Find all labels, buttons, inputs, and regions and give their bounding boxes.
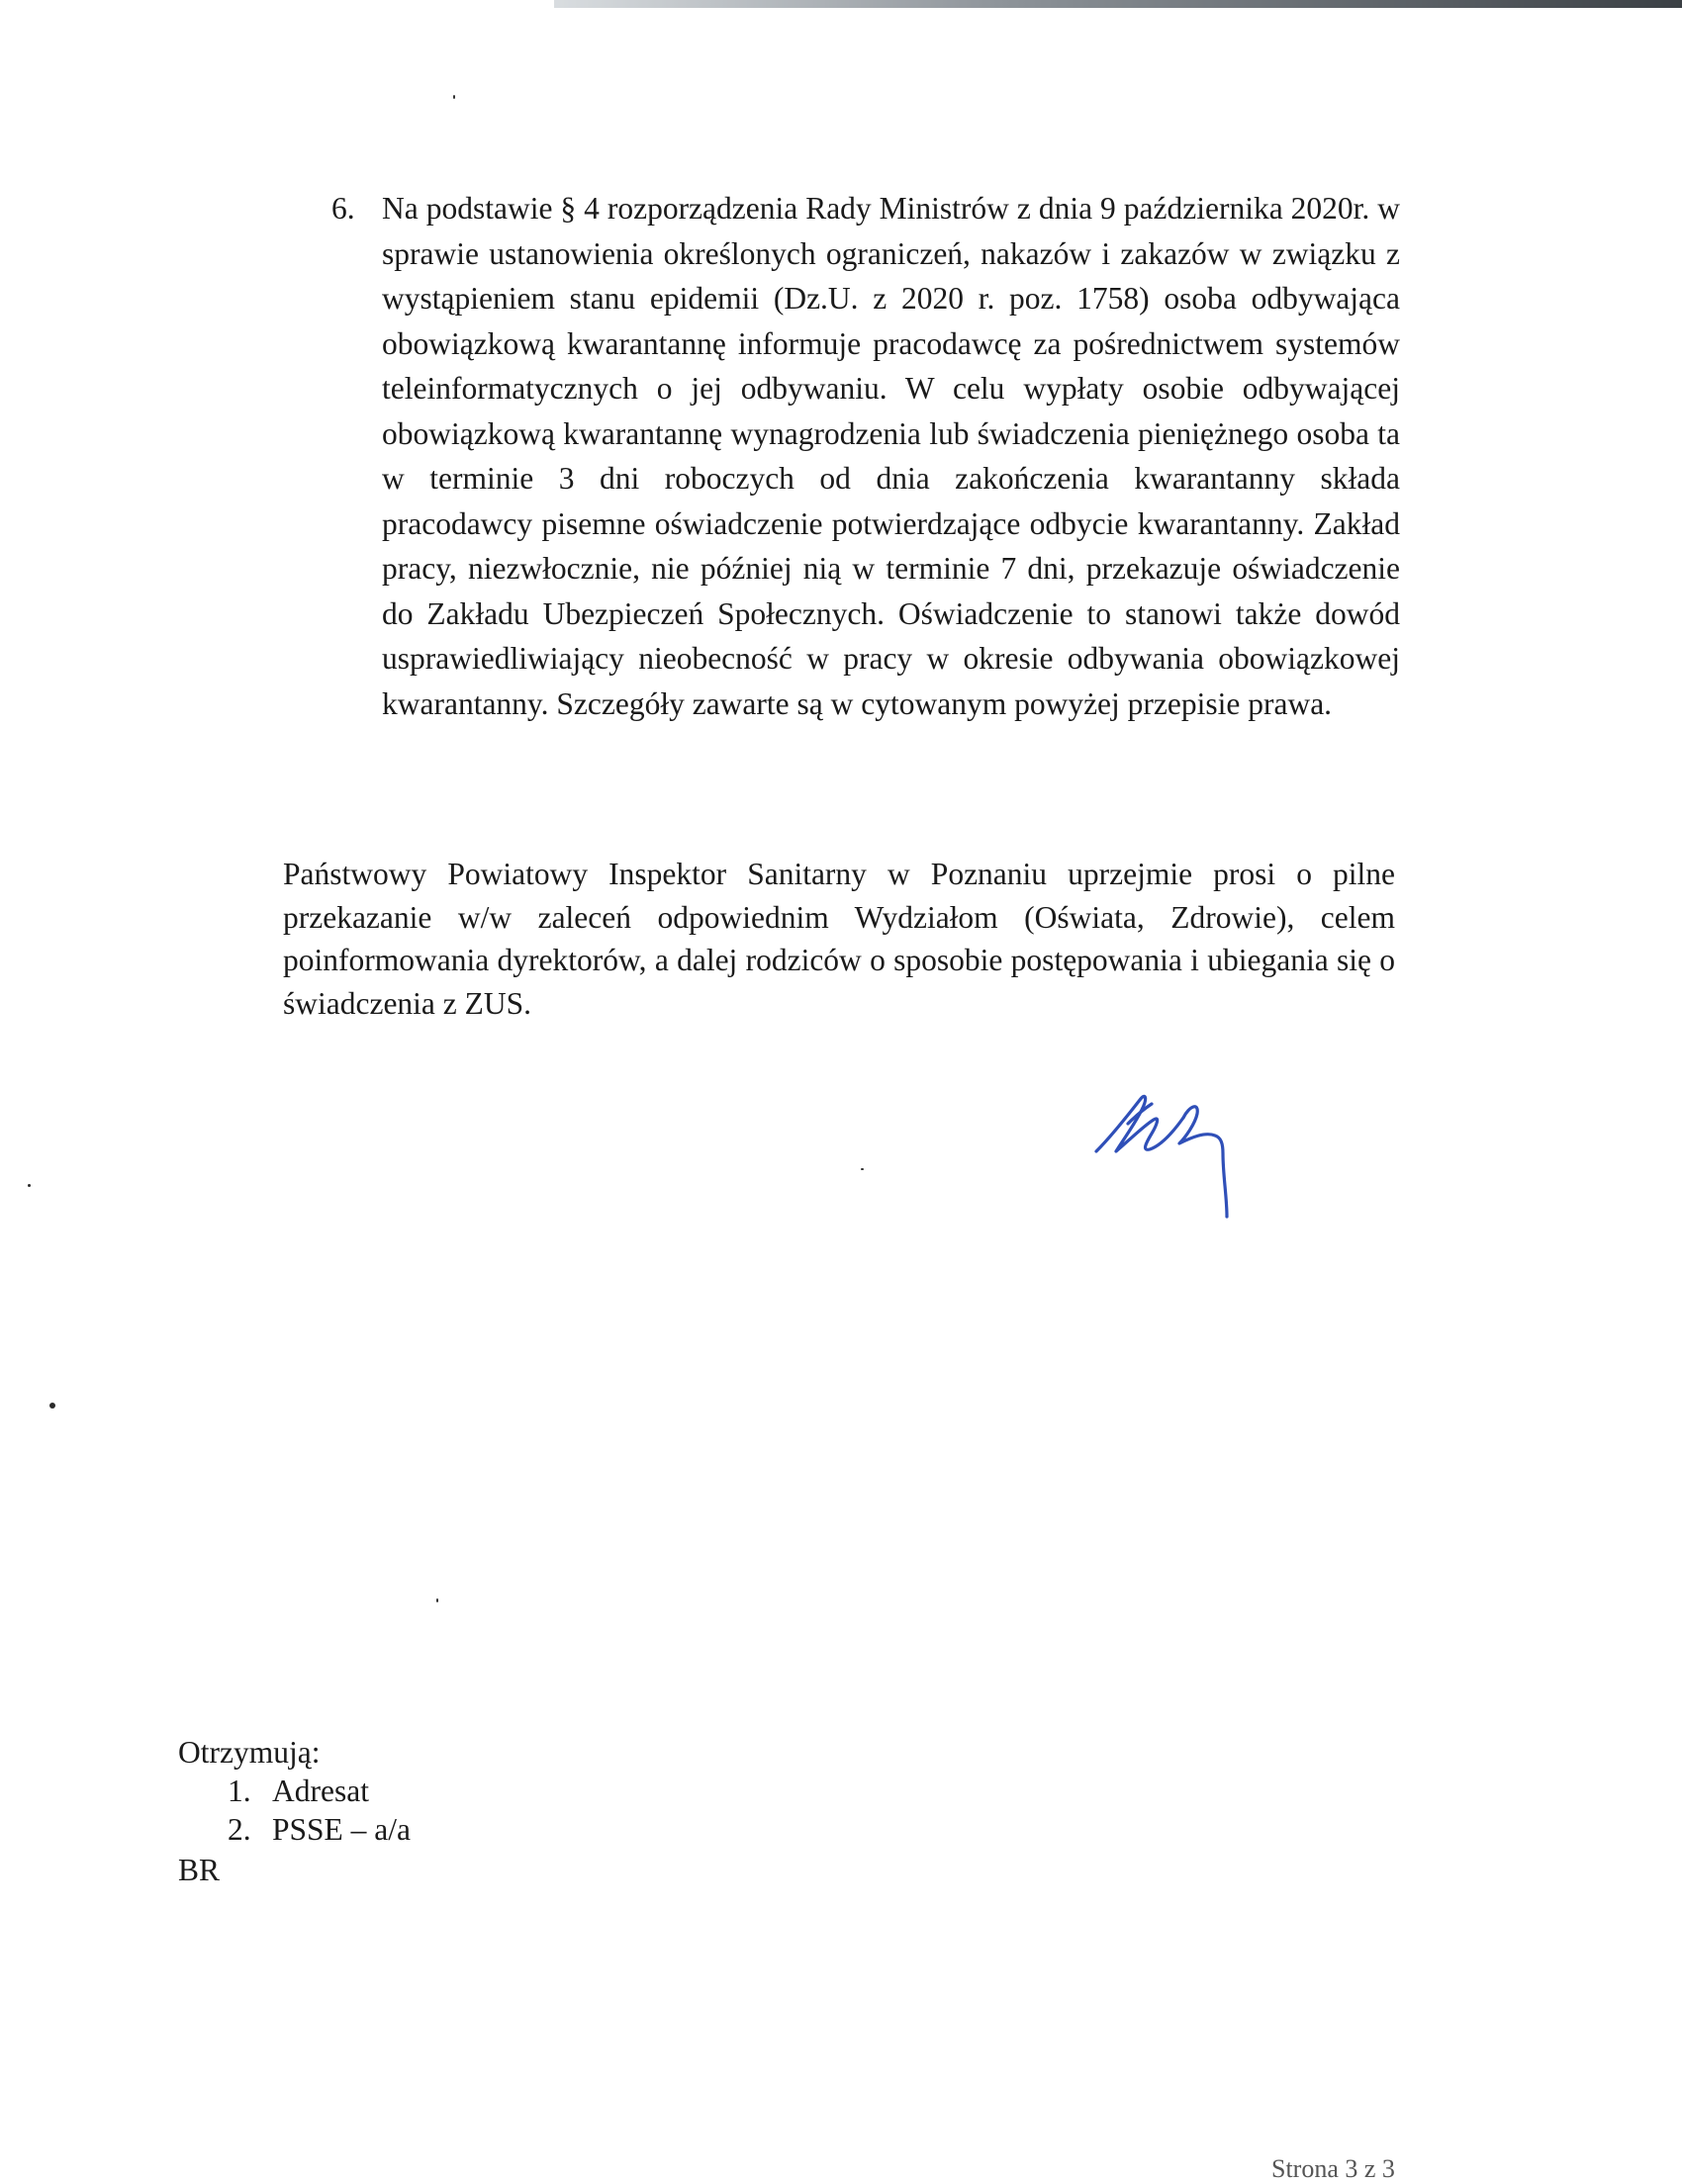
scan-speck — [861, 1168, 864, 1170]
recipient-item — [228, 1810, 411, 1849]
numbered-item-6 — [331, 186, 1400, 726]
recipient-label: PSSE – a/a — [272, 1812, 412, 1847]
scan-speck — [436, 1598, 438, 1602]
recipients-list — [178, 1772, 411, 1849]
item-text: Na podstawie § 4 rozporządzenia Rady Ministrów z dnia 9 października 2020r. w sprawie ustanowienia określonych ograniczeń, nakazów i zakazów w związku z wystąpieniem stanu epidemii (Dz.U. z 2020 r. poz. 1758) osoba odbywająca obowiązkową kwarantannę informuje pracodawcę za pośrednictwem systemów teleinformatycznych o jej odbywaniu. W celu wypłaty osobie odbywającej obowiązkową kwarantannę wynagrodzenia lub świadczenia pieniężnego osoba ta w terminie 3 dni roboczych od dnia zakończenia kwarantanny składa pracodawcy pisemne oświadczenie potwierdzające odbycie kwarantanny. Zakład pracy, niezwłocznie, nie później nią w terminie 7 dni, przekazuje oświadczenie do Zakładu Ubezpieczeń Społecznych. Oświadczenie to stanowi także dowód usprawiedliwiający nieobecność w pracy w okresie odbywania obowiązkowej kwarantanny. Szczegóły zawarte są w cytowanym powyżej przepisie prawa. — [382, 191, 1400, 721]
item-number: 6. — [331, 191, 355, 226]
handwritten-signature — [1088, 1080, 1237, 1224]
author-initials: BR — [178, 1853, 221, 1887]
recipients-block — [178, 1733, 411, 1849]
scan-edge-shadow — [554, 0, 1682, 8]
recipient-number: 2. — [228, 1812, 251, 1847]
page-number: Strona 3 z 3 — [1271, 2154, 1395, 2183]
recipient-label: Adresat — [272, 1774, 369, 1808]
scan-speck — [28, 1184, 31, 1187]
recipient-number: 1. — [228, 1774, 251, 1808]
recipient-item — [228, 1772, 411, 1810]
scan-speck — [453, 95, 455, 99]
request-paragraph: Państwowy Powiatowy Inspektor Sanitarny w Poznaniu uprzejmie prosi o pilne przekazanie w/w zaleceń odpowiednim Wydziałom (Oświata, Zdrowie), celem poinformowania dyrektorów, a dalej rodziców o sposobie postępowania i ubiegania się o świadczenia z ZUS. — [283, 857, 1395, 1021]
scan-speck — [49, 1403, 55, 1409]
recipients-heading: Otrzymują: — [178, 1735, 321, 1770]
